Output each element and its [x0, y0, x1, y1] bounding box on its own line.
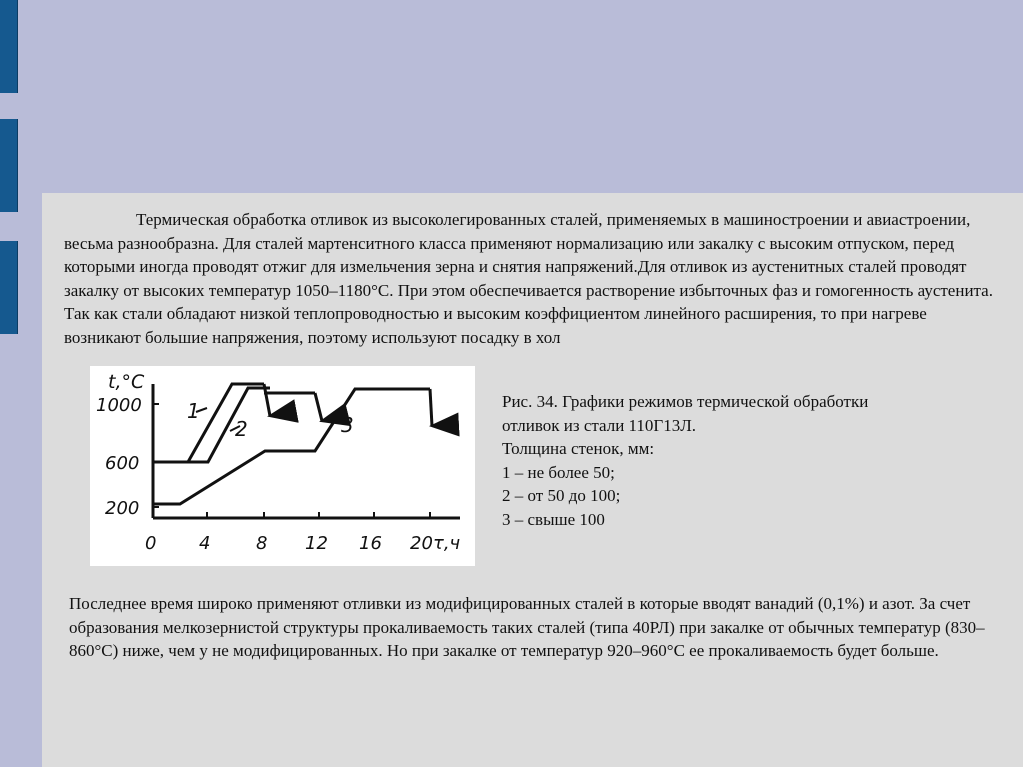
side-tab-3 [0, 241, 18, 334]
y-tick-label-200: 200 [105, 498, 140, 519]
caption-thickness-label: Толщина стенок, мм: [502, 439, 655, 458]
second-paragraph: Последнее время широко применяют отливки из модифицированных сталей в которые вводят ванадий (0,1%) и азот. За счет образования мелкозернистой структуры прокаливаемость таких сталей (типа 40РЛ) при закалке от обычных температур (830–860°С) ниже, чем у не модифицированных. Но при закалке от температур 920–960°С ее прокаливаемость будет больше. [69, 594, 985, 660]
y-axis-label: t,°C [108, 371, 145, 393]
y-tick-label-600: 600 [105, 453, 140, 474]
slide-content-panel [42, 193, 1023, 767]
caption-title-line-2: отливок из стали 110Г13Л. [502, 415, 697, 435]
x-tick-label-4: 4 [199, 533, 211, 554]
x-tick-label-16: 16 [359, 533, 382, 554]
x-tick-label-8: 8 [256, 533, 268, 554]
curve-label-2: 2 [235, 417, 248, 441]
side-tab-2 [0, 119, 18, 212]
intro-paragraph: Термическая обработка отливок из высоколегированных сталей, применяемых в машиностроении и авиастроении, весьма разнообразна. Для сталей мартенситного класса применяют нормализацию или закалку с высоким отпуском, перед которыми иногда проводят отжиг для измельчения зерна и снятия напряжений.Для отливок из аустенитных сталей проводят закалку от высоких температур 1050–1180°С. При этом обеспечивается растворение избыточных фаз и гомогенность аустенита. Так как стали обладают низкой теплопроводностью и высоким коэффициентом линейного расширения, то при нагреве возникают большие напряжения, поэтому используют посадку в хол [64, 210, 993, 347]
curve-label-3: 3 [341, 413, 354, 437]
heat-treatment-chart [90, 366, 475, 566]
x-tick-label-0: 0 [145, 533, 157, 554]
y-tick-label-1000: 1000 [96, 395, 142, 416]
caption-item-2: 2 – от 50 до 100; [502, 486, 621, 505]
x-axis-label: τ,ч [433, 533, 461, 554]
figure-caption [502, 390, 972, 531]
caption-item-3: 3 – свыше 100 [502, 509, 605, 529]
curve-2-line [153, 388, 270, 462]
curve-3-arrow-a [315, 393, 322, 421]
heat-treatment-figure [90, 366, 475, 566]
caption-title-line-1: Рис. 34. Графики режимов термической обработки [502, 392, 869, 411]
curve-3-arrow-b [430, 389, 432, 426]
x-tick-label-20: 20 [410, 533, 433, 554]
x-tick-label-12: 12 [305, 533, 328, 554]
side-tab-1 [0, 0, 18, 93]
caption-item-1: 1 – не более 50; [502, 462, 615, 482]
curve-label-1: 1 [187, 399, 200, 423]
